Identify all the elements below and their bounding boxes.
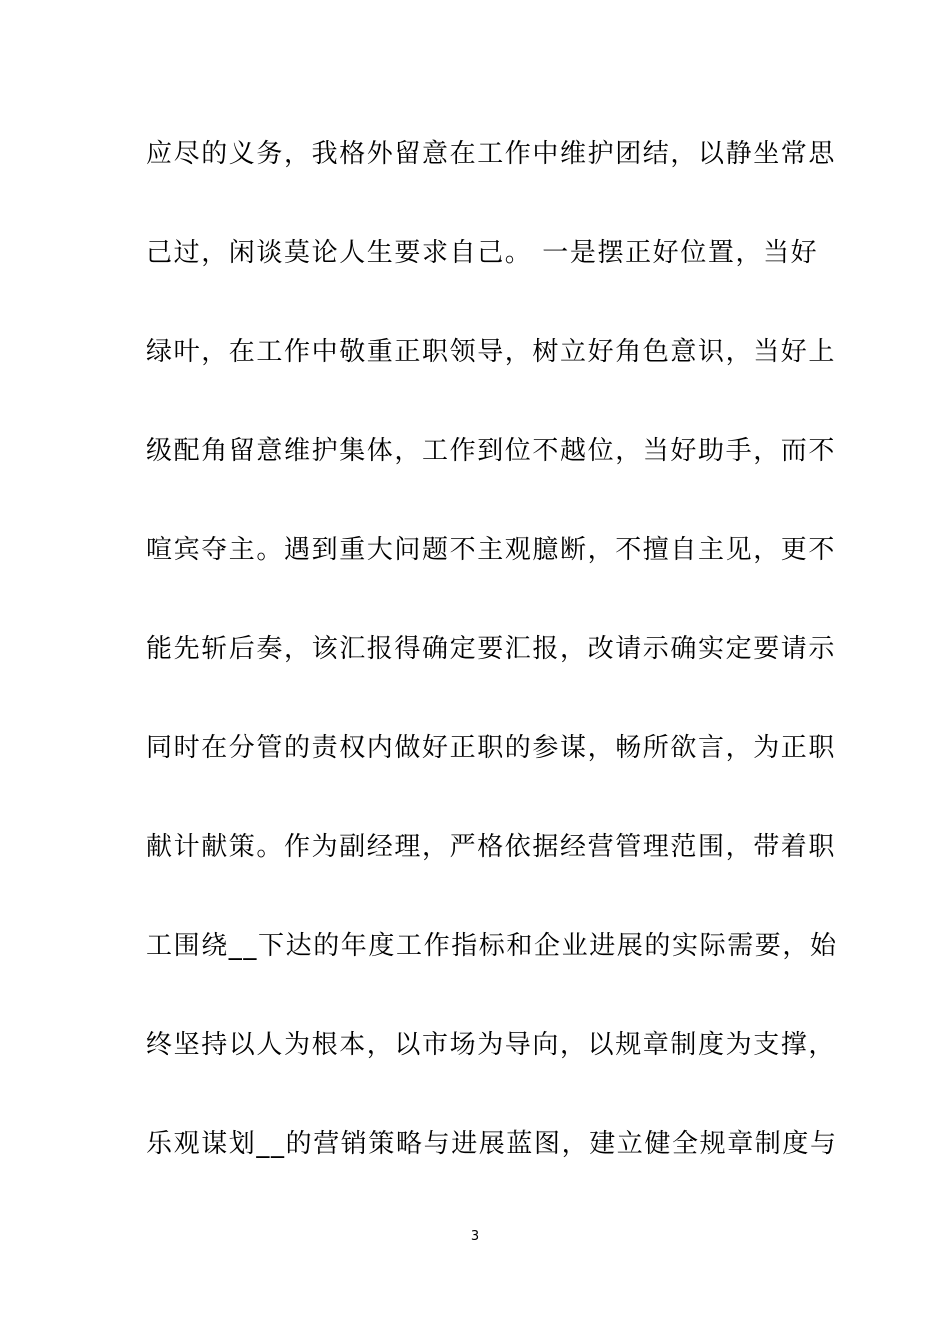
text-line: 终坚持以人为根本，以市场为导向，以规章制度为支撑，: [146, 1030, 837, 1060]
text-line: 献计献策。作为副经理，严格依据经营管理范围，带着职: [146, 832, 837, 862]
text-line: 乐观谋划__的营销策略与进展蓝图，建立健全规章制度与: [146, 1129, 838, 1159]
text-line: 应尽的义务，我格外留意在工作中维护团结，以静坐常思: [146, 139, 837, 169]
text-line: 己过，闲谈莫论人生要求自己。 一是摆正好位置，当好: [146, 238, 819, 268]
text-line: 能先斩后奏，该汇报得确定要汇报，改请示确实定要请示: [146, 634, 837, 664]
text-line: 工围绕__下达的年度工作指标和企业进展的实际需要，始: [146, 931, 838, 961]
body-text: [146, 124, 838, 1213]
text-line: 喧宾夺主。遇到重大问题不主观臆断，不擅自主见，更不: [146, 535, 837, 565]
text-line: 绿叶，在工作中敬重正职领导，树立好角色意识，当好上: [146, 337, 837, 367]
text-line: 级配角留意维护集体，工作到位不越位，当好助手，而不: [146, 436, 837, 466]
text-line: 同时在分管的责权内做好正职的参谋，畅所欲言，为正职: [146, 733, 837, 763]
page-number: 3: [470, 1229, 480, 1244]
